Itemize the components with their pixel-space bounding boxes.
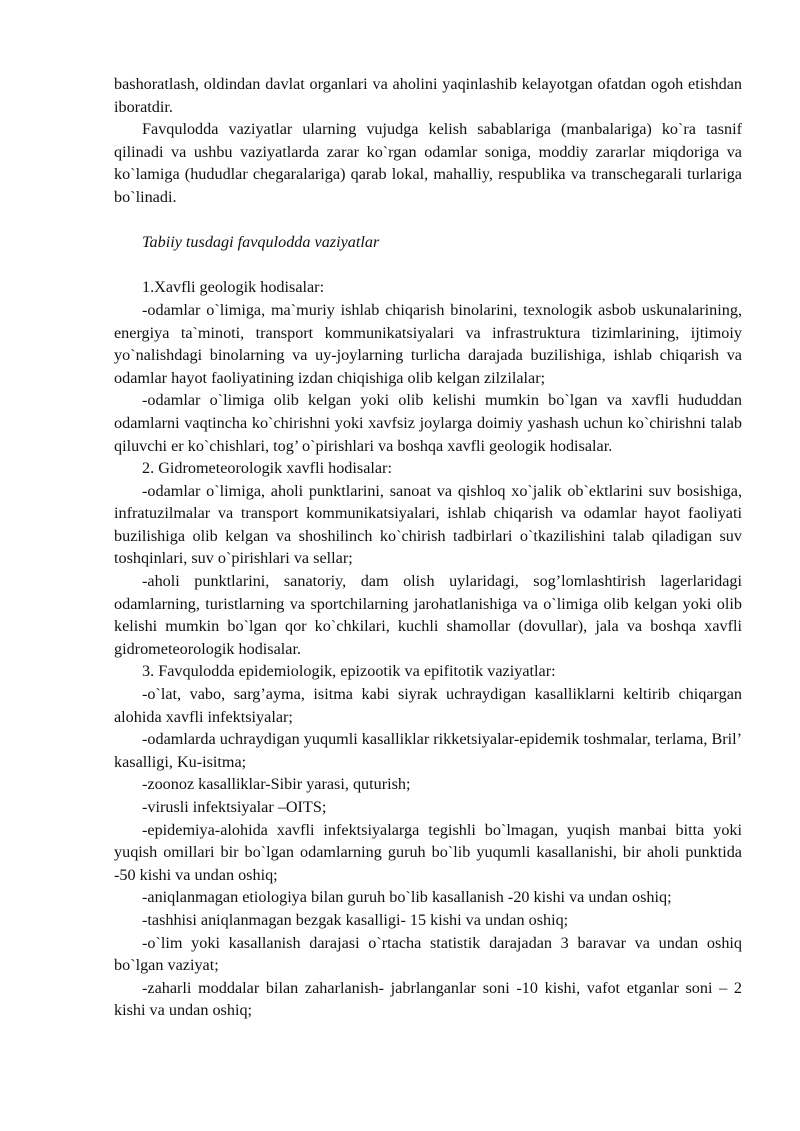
- subheading-hydrometeorological: 2. Gidrometeorologik xavfli hodisalar:: [142, 459, 392, 478]
- list-item: -zoonoz kasalliklar-Sibir yarasi, quturish;: [142, 775, 411, 794]
- subheading-geological: 1.Xavfli geologik hodisalar:: [142, 278, 325, 297]
- subheading-epidemiological: 3. Favqulodda epidemiologik, epizootik va epifitotik vaziyatlar:: [142, 662, 556, 681]
- paragraph-avalanches: -aholi punktlarini, sanatoriy, dam olish uylaridagi, sog’lomlashtirish lagerlaridagi odamlarning, turistlarning va sportchilarning jarohatlanishiga va o`limiga olib kelgan yoki olib kelishi mumkin bo`lgan qor ko`chkilari, kuchli shamollar (dovullar), jala va boshqa xavfli gidrometeorologik hodisalar.: [114, 572, 742, 658]
- paragraph-classification: Favqulodda vaziyatlar ularning vujudga kelish sabablariga (manbalariga) ko`ra tasnif qilinadi va ushbu vaziyatlarda zarar ko`rgan odamlar soniga, moddiy zararlar miqdoriga va ko`lamiga (hududlar chegaralariga) qarab lokal, mahalliy, respublika va transchegarali turlariga bo`linadi.: [114, 120, 742, 206]
- paragraph-landslides: -odamlar o`limiga olib kelgan yoki olib kelishi mumkin bo`lgan va xavfli hududdan odamlarni vaqtincha ko`chirishni yoki xavfsiz joylarga doimiy yashash uchun ko`chirishni talab qiluvchi er ko`chishlari, tog’ o`pirishlari va boshqa xavfli geologik hodisalar.: [114, 391, 742, 455]
- list-item: -epidemiya-alohida xavfli infektsiyalarga tegishli bo`lmagan, yuqish manbai bitta yoki yuqish omillari bir bo`lgan odamlarning guruh bo`lib yuqumli kasallanishi, bir aholi punktida -50 kishi va undan oshiq;: [114, 820, 742, 884]
- list-item: -aniqlanmagan etiologiya bilan guruh bo`lib kasallanish -20 kishi va undan oshiq;: [142, 888, 672, 907]
- paragraph-intro-continuation: bashoratlash, oldindan davlat organlari va aholini yaqinlashib kelayotgan ofatdan ogoh etishdan iboratdir.: [114, 75, 742, 116]
- paragraph-earthquakes: -odamlar o`limiga, ma`muriy ishlab chiqarish binolarini, texnologik asbob uskunalarining, energiya ta`minoti, transport kommunikatsiyalari va infrastruktura tizimlarining, ijtimoiy yo`nalishdagi binolarning va uy-joylarning turlicha darajada buzilishiga, ishlab chiqarish va odamlar hayot faoliyatining izdan chiqishiga olib kelgan zilzilalar;: [114, 300, 742, 387]
- list-item: -o`lat, vabo, sarg’ayma, isitma kabi siyrak uchraydigan kasalliklarni keltirib chiqargan alohida xavfli infektsiyalar;: [114, 685, 742, 726]
- document-page: [114, 73, 742, 1022]
- list-item: -tashhisi aniqlanmagan bezgak kasalligi- 15 kishi va undan oshiq;: [142, 910, 569, 929]
- list-item: -virusli infektsiyalar –OITS;: [142, 798, 327, 816]
- list-item: -o`lim yoki kasallanish darajasi o`rtacha statistik darajadan 3 baravar va undan oshiq bo`lgan vaziyat;: [114, 933, 742, 975]
- list-item: -zaharli moddalar bilan zaharlanish- jabrlanganlar soni -10 kishi, vafot etganlar soni – 2 kishi va undan oshiq;: [114, 978, 742, 1020]
- spacer: [114, 209, 742, 232]
- list-item: -odamlarda uchraydigan yuqumli kasalliklar rikketsiyalar-epidemik toshmalar, terlama, Bril’ kasalligi, Ku-isitma;: [114, 730, 743, 771]
- paragraph-floods: -odamlar o`limiga, aholi punktlarini, sanoat va qishloq xo`jalik ob`ektlarini suv bosishiga, infratuzilmalar va transport kommunikatsiyalari, ishlab chiqarish va odamlar hayot faoliyati buzilishiga olib kelgan va shoshilinch ko`chirish tadbirlari o`tkazilishini talab qiladigan suv toshqinlari, suv o`pirishlari va sellar;: [114, 481, 742, 568]
- spacer: [114, 254, 742, 277]
- section-heading: Tabiiy tusdagi favqulodda vaziyatlar: [142, 233, 380, 252]
